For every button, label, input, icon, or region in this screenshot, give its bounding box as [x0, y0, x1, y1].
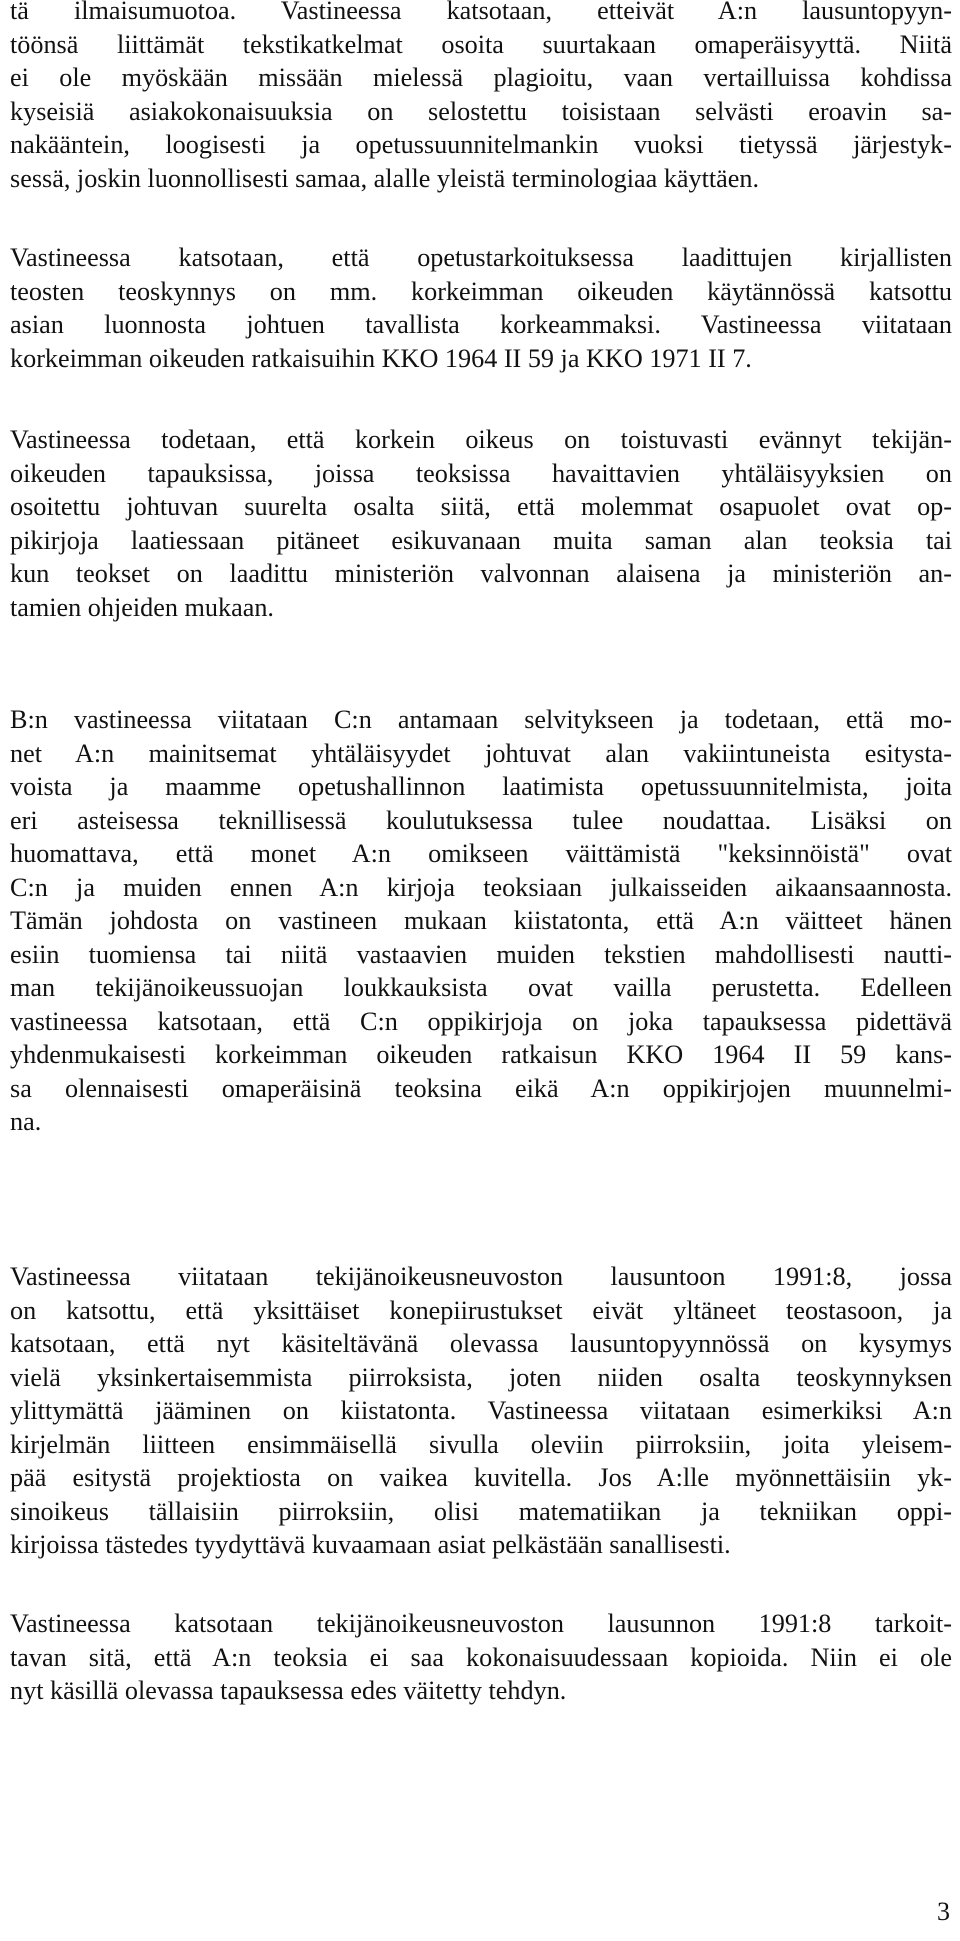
text-line: vielä yksinkertaisemmista piirroksista, joten niiden osalta teoskynnyksen	[10, 1362, 952, 1392]
text-line: kun teokset on laadittu ministeriön valvonnan alaisena ja ministeriön an-	[10, 559, 952, 588]
text-line: asian luonnosta johtuen tavallista korkeammaksi. Vastineessa viitataan	[10, 310, 952, 339]
text-line: net A:n mainitsemat yhtäläisyydet johtuvat alan vakiintuneista esitysta-	[10, 738, 952, 768]
text-line: nakääntein, loogisesti ja opetussuunnitelmankin vuoksi tietyssä järjestyk-	[10, 130, 952, 159]
text-line: huomattava, että monet A:n omikseen väittämistä "keksinnöistä" ovat	[10, 839, 952, 868]
text-line: vastineessa katsotaan, että C:n oppikirjoja on joka tapauksessa pidettävä	[10, 1006, 952, 1036]
text-line: yhdenmukaisesti korkeimman oikeuden ratkaisun KKO 1964 II 59 kans-	[10, 1040, 952, 1069]
text-line: teosten teoskynnys on mm. korkeimman oikeuden käytännössä katsottu	[10, 276, 952, 306]
text-line: B:n vastineessa viitataan C:n antamaan selvitykseen ja todetaan, että mo-	[10, 705, 952, 734]
text-line: pää esitystä projektiosta on vaikea kuvitella. Jos A:lle myönnettäisiin yk-	[10, 1463, 952, 1492]
paragraph-6	[10, 1607, 952, 1708]
text-line: on katsottu, että yksittäiset konepiirustukset eivät yltäneet teostasoon, ja	[10, 1295, 952, 1325]
text-line: katsotaan, että nyt käsiteltävänä olevassa lausuntopyynnössä on kysymys	[10, 1329, 952, 1358]
text-line: kirjelmän liitteen ensimmäisellä sivulla oleviin piirroksiin, joita yleisem-	[10, 1429, 952, 1459]
text-line: oikeuden tapauksissa, joissa teoksissa havaittavien yhtäläisyyksien on	[10, 458, 952, 488]
text-line: kirjoissa tästedes tyydyttävä kuvaamaan asiat pelkästään sanallisesti.	[10, 1530, 731, 1559]
text-line: C:n ja muiden ennen A:n kirjoja teoksiaan julkaisseiden aikaansaannosta.	[10, 872, 952, 902]
text-line: sessä, joskin luonnollisesti samaa, alalle yleistä terminologiaa käyttäen.	[10, 163, 760, 193]
text-line: kyseisiä asiakokonaisuuksia on selostettu toisistaan selvästi eroavin sa-	[10, 96, 952, 126]
text-line: sinoikeus tällaisiin piirroksiin, olisi matematiikan ja tekniikan oppi-	[10, 1496, 952, 1526]
text-line: osoitettu johtuvan suurelta osalta siitä, että molemmat osapuolet ovat op-	[10, 492, 952, 521]
paragraph-2	[10, 241, 952, 375]
text-line: eri asteisessa teknillisessä koulutuksessa tulee noudattaa. Lisäksi on	[10, 805, 952, 835]
text-line: korkeimman oikeuden ratkaisuihin KKO 1964 II 59 ja KKO 1971 II 7.	[10, 343, 752, 373]
text-line: töönsä liittämät tekstikatkelmat osoita suurtakaan omaperäisyyttä. Niitä	[10, 29, 952, 59]
text-line: voista ja maamme opetushallinnon laatimista opetussuunnitelmista, joita	[10, 772, 952, 801]
text-line: tavan sitä, että A:n teoksia ei saa kokonaisuudessaan kopioida. Niin ei ole	[10, 1642, 952, 1672]
text-line: na.	[10, 1107, 42, 1136]
text-line: Vastineessa katsotaan, että opetustarkoituksessa laadittujen kirjallisten	[10, 243, 952, 272]
text-line: Vastineessa katsotaan tekijänoikeusneuvoston lausunnon 1991:8 tarkoit-	[10, 1609, 952, 1638]
text-line: sa olennaisesti omaperäisinä teoksina eikä A:n oppikirjojen muunnelmi-	[10, 1073, 952, 1103]
text-line: Vastineessa viitataan tekijänoikeusneuvoston lausuntoon 1991:8, jossa	[10, 1262, 952, 1291]
text-line: tä ilmaisumuotoa. Vastineessa katsotaan, etteivät A:n lausuntopyyn-	[10, 0, 952, 25]
text-line: ei ole myöskään missään mielessä plagioitu, vaan vertailluissa kohdissa	[10, 63, 952, 92]
text-line: man tekijänoikeussuojan loukkauksista ovat vailla perustetta. Edelleen	[10, 973, 952, 1002]
page-number: 3	[937, 1897, 950, 1926]
text-line: ylittymättä jääminen on kiistatonta. Vastineessa viitataan esimerkiksi A:n	[10, 1396, 952, 1425]
paragraph-1	[10, 0, 952, 195]
text-line: Vastineessa todetaan, että korkein oikeus on toistuvasti evännyt tekijän-	[10, 425, 952, 454]
text-line: pikirjoja laatiessaan pitäneet esikuvanaan muita saman alan teoksia tai	[10, 525, 952, 555]
text-line: Tämän johdosta on vastineen mukaan kiistatonta, että A:n väitteet hänen	[10, 906, 952, 935]
text-line: tamien ohjeiden mukaan.	[10, 592, 274, 622]
text-line: esiin tuomiensa tai niitä vastaavien muiden tekstien mahdollisesti nautti-	[10, 939, 952, 969]
paragraph-3	[10, 423, 952, 624]
paragraph-5	[10, 1260, 952, 1562]
text-line: nyt käsillä olevassa tapauksessa edes väitetty tehdyn.	[10, 1676, 567, 1705]
paragraph-4	[10, 703, 952, 1139]
